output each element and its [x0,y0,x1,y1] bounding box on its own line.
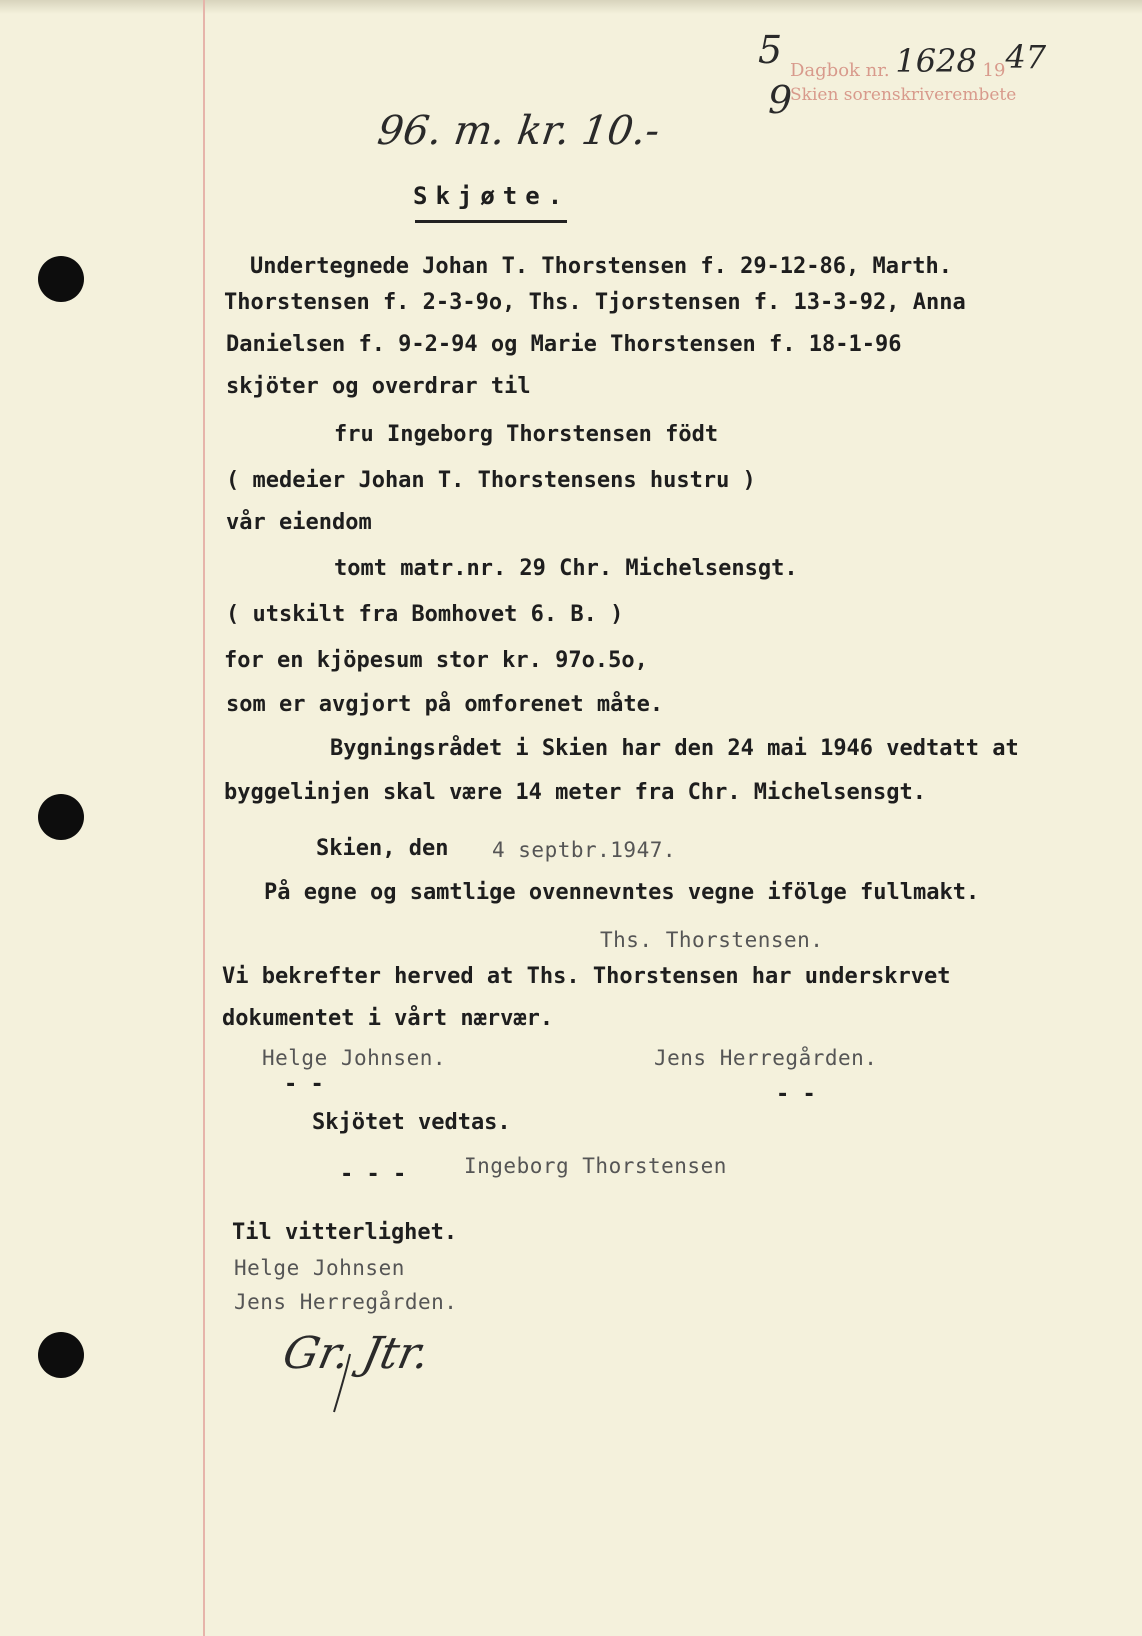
typed-date: 4 septbr.1947. [492,838,677,862]
document-title: Skjøte. [413,182,571,210]
stamp-number: 1628 [895,42,977,80]
stamp-label: Dagbok nr. [790,60,890,81]
stamp-year-suffix: 47 [1005,38,1047,76]
text-line-11: som er avgjort på omforenet måte. [226,692,664,717]
signature-ingeborg-thorstensen: Ingeborg Thorstensen [464,1154,727,1178]
text-line-6: ( medeier Johan T. Thorstensens hustru ) [226,468,756,493]
witness-helge-johnsen: Helge Johnsen. [262,1046,447,1070]
text-line-1: Undertegnede Johan T. Thorstensen f. 29-12-86, Marth. [250,254,952,279]
text-line-8: tomt matr.nr. 29 Chr. Michelsensgt. [334,556,798,581]
text-line-3: Danielsen f. 9-2-94 og Marie Thorstensen f. 18-1-96 [226,332,902,357]
text-line-13: byggelinjen skal være 14 meter fra Chr. Michelsensgt. [224,780,926,805]
stamp-date-day: 5 [758,28,783,72]
text-line-10: for en kjöpesum stor kr. 97o.5o, [224,648,648,673]
title-underline [415,220,567,223]
handwritten-initials: Gr. Jtr. [278,1328,435,1379]
witness-signature-1: Helge Johnsen [234,1256,405,1280]
page-top-edge [0,0,1142,14]
text-line-confirm-1: Vi bekrefter herved at Ths. Thorstensen har underskrvet [222,964,951,989]
text-line-authority: På egne og samtlige ovennevntes vegne ifölge fullmakt. [264,880,980,905]
signature-ths-thorstensen: Ths. Thorstensen. [600,928,824,952]
text-line-5: fru Ingeborg Thorstensen födt [334,422,719,447]
margin-line [203,0,205,1636]
dash-mark-1: - - [284,1072,324,1097]
initials-stroke [328,1352,358,1416]
stamp-year-prefix: 19 [982,60,1006,81]
text-line-2: Thorstensen f. 2-3-9o, Ths. Tjorstensen f. 13-3-92, Anna [224,290,966,315]
punch-hole-middle [38,794,84,840]
text-line-4: skjöter og overdrar til [226,374,531,399]
stamp-office: Skien sorenskriverembete [790,85,1017,105]
text-line-9: ( utskilt fra Bomhovet 6. B. ) [226,602,624,627]
text-line-confirm-2: dokumentet i vårt nærvær. [222,1006,554,1031]
text-line-12: Bygningsrådet i Skien har den 24 mai 1946 vedtatt at [330,736,1019,761]
punch-hole-top [38,256,84,302]
text-line-witnessed: Til vitterlighet. [232,1220,458,1245]
fee-annotation: 96. m. kr. 10.- [374,108,663,154]
stamp-date-month: 9 [768,78,793,122]
witness-jens-herregarden: Jens Herregården. [654,1046,878,1070]
text-line-7: vår eiendom [226,510,372,535]
registry-stamp [790,38,1047,110]
witness-signature-2: Jens Herregården. [234,1290,458,1314]
place-date-label: Skien, den [316,836,449,861]
dash-mark-3: - - - [340,1162,407,1187]
punch-hole-bottom [38,1332,84,1378]
dash-mark-2: - - [776,1082,816,1107]
text-line-accepted: Skjötet vedtas. [312,1110,511,1135]
